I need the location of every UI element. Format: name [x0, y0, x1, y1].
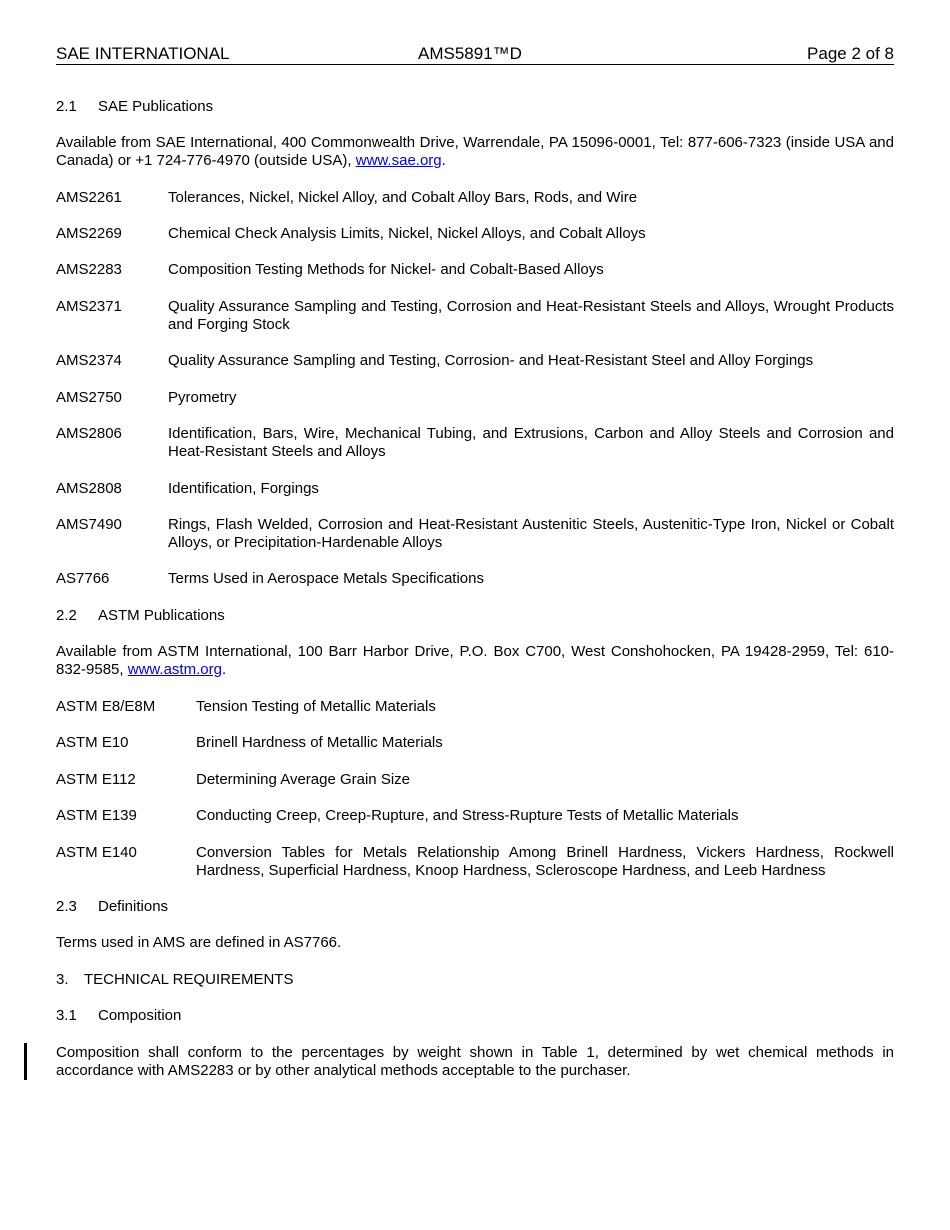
section-title: Composition: [98, 1007, 182, 1024]
reference-code: AS7766: [56, 570, 110, 587]
reference-title: Identification, Bars, Wire, Mechanical Tubing, and Extrusions, Carbon and Alloy Steels and Corrosion and Heat-Resistant Steels and Alloys: [168, 425, 894, 460]
reference-title: Rings, Flash Welded, Corrosion and Heat-Resistant Austenitic Steels, Austenitic-Type Iron, Nickel or Cobalt Alloys, or Precipitation-Hardenable Alloys: [168, 516, 894, 551]
reference-title: Composition Testing Methods for Nickel- and Cobalt-Based Alloys: [168, 261, 604, 278]
section-number: 2.1: [56, 98, 77, 115]
section-3-1-heading: [56, 1007, 181, 1025]
reference-code: ASTM E140: [56, 844, 137, 861]
reference-title: Terms Used in Aerospace Metals Specifications: [168, 570, 484, 587]
section-number: 2.3: [56, 898, 77, 915]
reference-code: AMS2750: [56, 389, 122, 406]
section-number: 2.2: [56, 607, 77, 624]
reference-title: Quality Assurance Sampling and Testing, Corrosion and Heat-Resistant Steels and Alloys, Wrought Products and Forging Stock: [168, 298, 894, 333]
section-2-2-heading: [56, 607, 225, 625]
reference-code: AMS2806: [56, 425, 122, 442]
section-number: 3.: [56, 971, 69, 988]
reference-title: Brinell Hardness of Metallic Materials: [196, 734, 443, 751]
reference-code: ASTM E8/E8M: [56, 698, 156, 715]
reference-code: ASTM E10: [56, 734, 129, 751]
section-title: TECHNICAL REQUIREMENTS: [84, 971, 294, 988]
astm-website-link[interactable]: www.astm.org: [127, 661, 222, 678]
reference-title: Conversion Tables for Metals Relationship Among Brinell Hardness, Vickers Hardness, Rockwell Hardness, Superficial Hardness, Knoop Hardness, Scleroscope Hardness, and Leeb Hardness: [196, 844, 894, 879]
sae-website-link[interactable]: www.sae.org: [355, 152, 442, 169]
header-page-number: Page 2 of 8: [807, 44, 894, 63]
section-title: SAE Publications: [98, 98, 214, 115]
section-number: 3.1: [56, 1007, 77, 1024]
reference-title: Chemical Check Analysis Limits, Nickel, Nickel Alloys, and Cobalt Alloys: [168, 225, 646, 242]
section-title: Definitions: [98, 898, 169, 915]
reference-code: AMS2374: [56, 352, 122, 369]
reference-code: AMS2371: [56, 298, 122, 315]
section-2-2-paragraph: Available from ASTM International, 100 Barr Harbor Drive, P.O. Box C700, West Conshohocken, PA 19428-2959, Tel: 610-832-9585, www.astm.org.: [56, 643, 894, 678]
reference-title: Conducting Creep, Creep-Rupture, and Stress-Rupture Tests of Metallic Materials: [196, 807, 739, 824]
reference-code: AMS2808: [56, 480, 122, 497]
section-3-heading: [56, 971, 293, 989]
section-2-1-paragraph: Available from SAE International, 400 Commonwealth Drive, Warrendale, PA 15096-0001, Tel: 877-606-7323 (inside USA and Canada) or +1 724-776-4970 (outside USA), www.sae.org.: [56, 134, 894, 169]
header-org: SAE INTERNATIONAL: [56, 44, 230, 63]
reference-code: ASTM E139: [56, 807, 137, 824]
reference-title: Quality Assurance Sampling and Testing, Corrosion- and Heat-Resistant Steel and Alloy Forgings: [168, 352, 814, 369]
reference-title: Determining Average Grain Size: [196, 771, 410, 788]
section-2-3-heading: [56, 898, 168, 916]
reference-title: Tension Testing of Metallic Materials: [196, 698, 436, 715]
reference-title: Identification, Forgings: [168, 480, 319, 497]
section-2-1-heading: [56, 98, 213, 116]
page-header: [56, 44, 894, 65]
section-3-1-paragraph: Composition shall conform to the percentages by weight shown in Table 1, determined by wet chemical methods in accordance with AMS2283 or by other analytical methods acceptable to the purchaser.: [56, 1044, 894, 1079]
reference-code: AMS2283: [56, 261, 122, 278]
reference-code: AMS7490: [56, 516, 122, 533]
reference-title: Pyrometry: [168, 389, 237, 406]
reference-code: AMS2261: [56, 189, 122, 206]
reference-code: ASTM E112: [56, 771, 136, 788]
section-title: ASTM Publications: [98, 607, 225, 624]
revision-change-bar: [24, 1043, 27, 1080]
reference-code: AMS2269: [56, 225, 122, 242]
reference-title: Tolerances, Nickel, Nickel Alloy, and Cobalt Alloy Bars, Rods, and Wire: [168, 189, 638, 206]
section-2-3-paragraph: Terms used in AMS are defined in AS7766.: [56, 934, 342, 951]
header-doc-number: AMS5891™D: [418, 44, 522, 63]
